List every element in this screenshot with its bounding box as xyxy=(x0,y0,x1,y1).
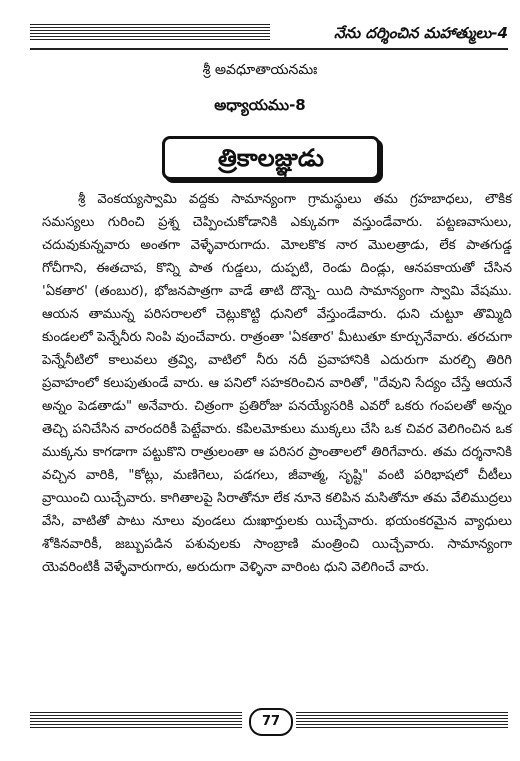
header-hatch-decoration xyxy=(30,24,270,42)
invocation-line: శ్రీ అవధూతాయనమః xyxy=(202,62,318,78)
chapter-title: త్రికాలజ్ఞుడు xyxy=(162,136,380,180)
footer-hatch-right xyxy=(296,712,508,730)
header-rule xyxy=(30,48,508,50)
chapter-heading: అధ్యాయము-8 xyxy=(214,96,306,114)
page-footer xyxy=(30,708,508,734)
running-header xyxy=(30,22,508,44)
body-paragraph: శ్రీ వెంకయ్యస్వామి వద్దకు సామాన్యంగా గ్రామస్థులు తమ గ్రహబాధలు, లౌకిక సమస్యలు గురించి ప్రశ్న చెప్పించుకోడానికి ఎక్కువగా వస్తుండేవారు. పట్టణవాసులు, చదువుకున్నవారు అంతగా వెళ్ళేవారుగాదు. మోలకొక నార మొలత్రాడు, లేక పాతగుడ్డ గోచీగాని, ఈతచాప, కొన్ని పాత గుడ్డలు, దుప్పటి, రెండు దిండ్లు, ఆనపకాయతో చేసిన 'ఏకతార' (తంబుర), భోజనపాత్రగా వాడే తాటి దొన్నె- యిది సామాన్యంగా స్వామి వేషము. ఆయన తామున్న పరిసరాలలో చెట్లుకొట్టి ధునిలో వేస్తుండేవారు. ధుని చుట్టూ తొమ్మిది కుండలలో పెన్నేనీరు నింపి వుంచేవారు. రాత్రంతా 'ఏకతార' మీటుతూ కూర్చునేవారు. తరచుగా పెన్నేనీటిలో కాలువలు త్రవ్వి, వాటిలో నీరు నదీ ప్రవాహానికి ఎదురుగా మరల్చి తిరిగి ప్రవాహంలో కలుపుతుండే వారు. ఆ పనిలో సహకరించిన వారితో, "దేవుని సేద్యం చేస్తే ఆయనే అన్నం పెడతాడు" అనేవారు. చిత్రంగా ప్రతిరోజు పనయ్యేసరికి ఎవరో ఒకరు గంపలతో అన్నం తెచ్చి పనిచేసిన వారందరికీ పెట్టేవారు. కపిలమోకులు ముక్కలు చేసి ఒక చివర వెలిగించిన ఒక ముక్కను కాగడాగా పట్టుకొని రాత్రులంతా ఆ పరిసర ప్రాంతాలలో తిరిగేవారు. తమ దర్శనానికి వచ్చిన వారికి, "కోట్లు, మణిగెలు, పడగలు, జీవాత్మ, సృష్టి" వంటి పరిభాషలో చీటీలు వ్రాయించి యిచ్చేవారు. కాగితాలపై సిరాతోనూ లేక నూనె కలిపిన మసితోనూ తమ వేలిముద్రలు వేసి, వాటితో పాటు నూలు వుండలు దుఃఖార్తులకు యిచ్చేవారు. భయంకరమైన వ్యాధులు శోకినవారికీ, జబ్బుపడిన పశువులకు సాంబ్రాణి మంత్రించి యిచ్చేవారు. సామాన్యంగా యెవరింటికీ వెళ్ళేవారుగారు, అరుదుగా వెళ్ళినా వారింట ధుని వెలిగించే వారు. xyxy=(42,192,512,575)
footer-hatch-left xyxy=(30,712,242,730)
book-title: నేను దర్శించిన మహాత్ములు-4 xyxy=(328,22,508,44)
page-number: 77 xyxy=(249,708,293,736)
body-text xyxy=(42,188,512,579)
